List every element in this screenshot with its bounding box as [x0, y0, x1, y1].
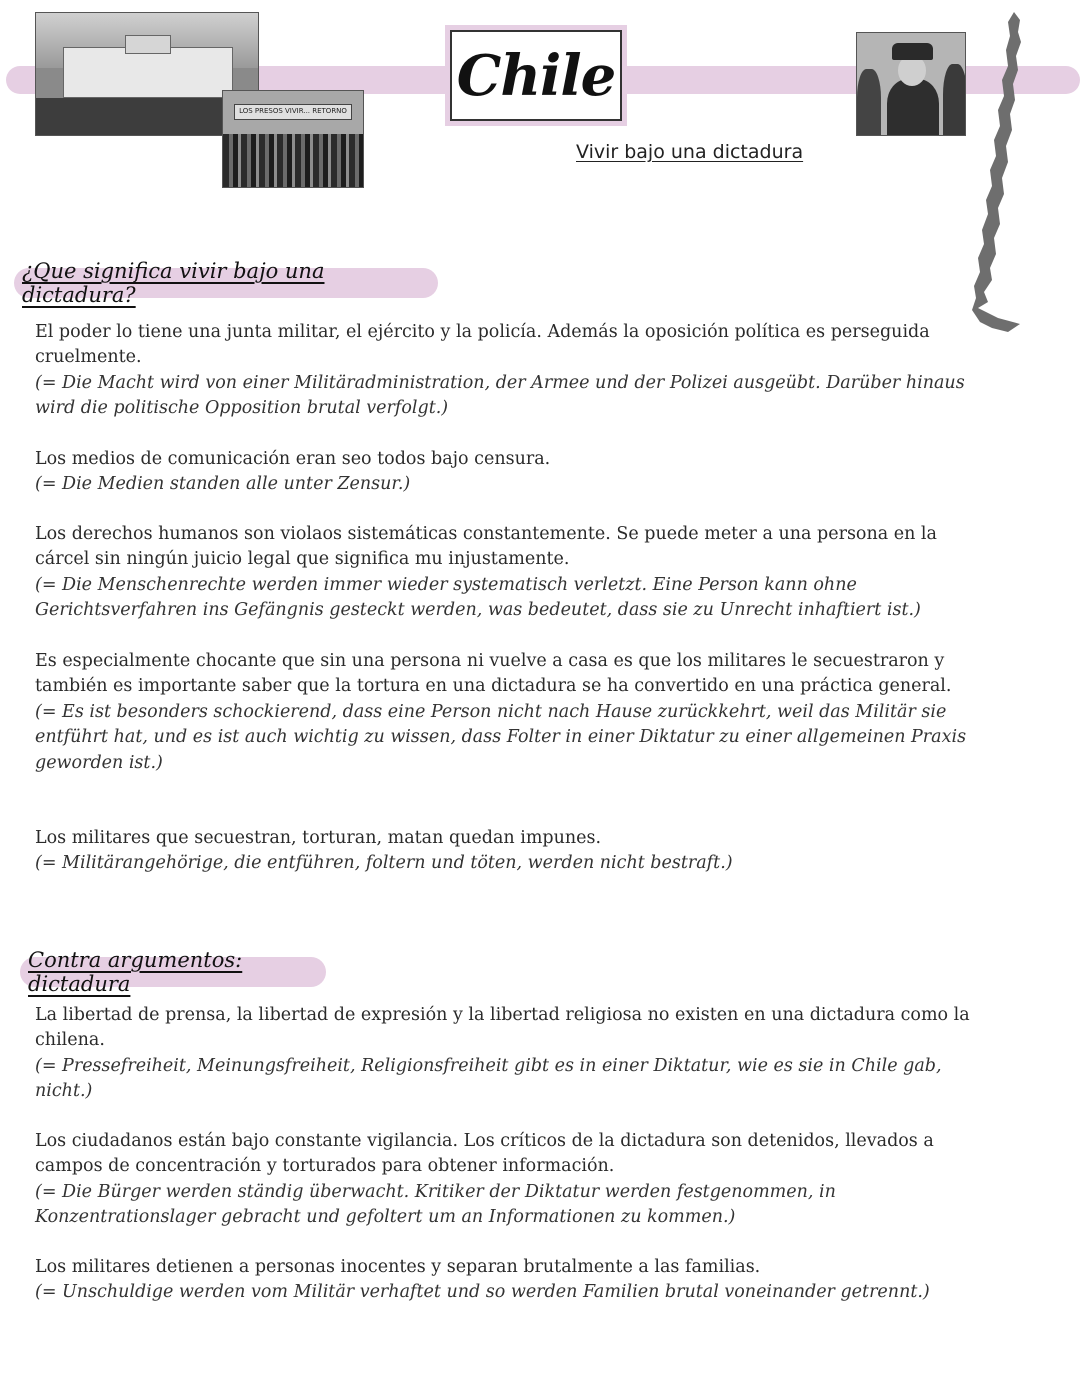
page-title: Chile — [450, 30, 622, 121]
page-subtitle: Vivir bajo una dictadura — [576, 141, 804, 163]
photo-protest-crowd — [222, 90, 364, 188]
protest-banner-text: LOS PRESOS VIVIR... RETORNO — [239, 107, 347, 116]
paragraph-libertad — [35, 1003, 975, 1105]
text-es: Los derechos humanos son violaos sistemáticas constantemente. Se puede meter a una persona en la cárcel sin ningún juicio legal que significa mu injustamente. — [35, 524, 937, 570]
text-de: (= Die Medien standen alle unter Zensur.) — [35, 474, 411, 495]
text-de: (= Unschuldige werden vom Militär verhaftet und so werden Familien brutal voneinander getrennt.) — [35, 1282, 930, 1303]
section-heading-text: ¿Que significa vivir bajo una dictadura? — [22, 259, 325, 307]
paragraph-derechos — [35, 522, 975, 624]
chile-map-icon — [968, 10, 1028, 340]
text-de: (= Die Menschenrechte werden immer wieder systematisch verletzt. Eine Person kann ohne Gerichtsverfahren ins Gefängnis gesteckt werden, was bedeutet, dass sie zu Unrecht inhaftiert ist.) — [35, 574, 921, 621]
paragraph-vigilancia — [35, 1129, 975, 1231]
paragraph-secuestro — [35, 649, 975, 776]
text-es: La libertad de prensa, la libertad de expresión y la libertad religiosa no existen en una dictadura como la chilena. — [35, 1005, 970, 1051]
paragraph-censura — [35, 447, 975, 498]
text-es: Los ciudadanos están bajo constante vigilancia. Los críticos de la dictadura son detenidos, llevados a campos de concentración y torturados para obtener información. — [35, 1131, 934, 1177]
text-de: (= Pressefreiheit, Meinungsfreiheit, Religionsfreiheit gibt es in einer Diktatur, wie es sie in Chile gab, nicht.) — [35, 1055, 942, 1102]
text-de: (= Die Macht wird von einer Militäradministration, der Armee und der Polizei ausgeübt. Darüber hinaus wird die politische Opposition brutal verfolgt.) — [35, 372, 965, 419]
text-es: Los militares que secuestran, torturan, matan quedan impunes. — [35, 828, 602, 848]
text-de: (= Militärangehörige, die entführen, foltern und töten, werden nicht bestraft.) — [35, 853, 733, 874]
text-de: (= Es ist besonders schockierend, dass eine Person nicht nach Hause zurückkehrt, weil das Militär sie entführt hat, und es ist auch wichtig zu wissen, dass Folter in einer Diktatur zu einer allgemeinen Praxis geworden ist.) — [35, 701, 967, 773]
section-heading-contra — [20, 948, 326, 996]
title-frame — [445, 25, 627, 126]
text-es: El poder lo tiene una junta militar, el ejército y la policía. Además la oposición política es perseguida cruelmente. — [35, 322, 930, 368]
text-es: Es especialmente chocante que sin una persona ni vuelve a casa es que los militares le secuestraron y también es importante saber que la tortura en una dictadura se ha convertido en una práctica general. — [35, 651, 952, 697]
paragraph-impunes — [35, 826, 975, 877]
paragraph-familias — [35, 1255, 975, 1306]
text-de: (= Die Bürger werden ständig überwacht. Kritiker der Diktatur werden festgenommen, in Konzentrationslager gebracht und gefoltert um an Informationen zu kommen.) — [35, 1181, 836, 1228]
section-heading-text: Contra argumentos: dictadura — [28, 948, 243, 996]
section-heading-dictadura — [14, 259, 438, 307]
paragraph-junta — [35, 320, 975, 422]
text-es: Los militares detienen a personas inocentes y separan brutalmente a las familias. — [35, 1257, 761, 1277]
photo-military-officer — [856, 32, 966, 136]
text-es: Los medios de comunicación eran seo todos bajo censura. — [35, 449, 551, 469]
